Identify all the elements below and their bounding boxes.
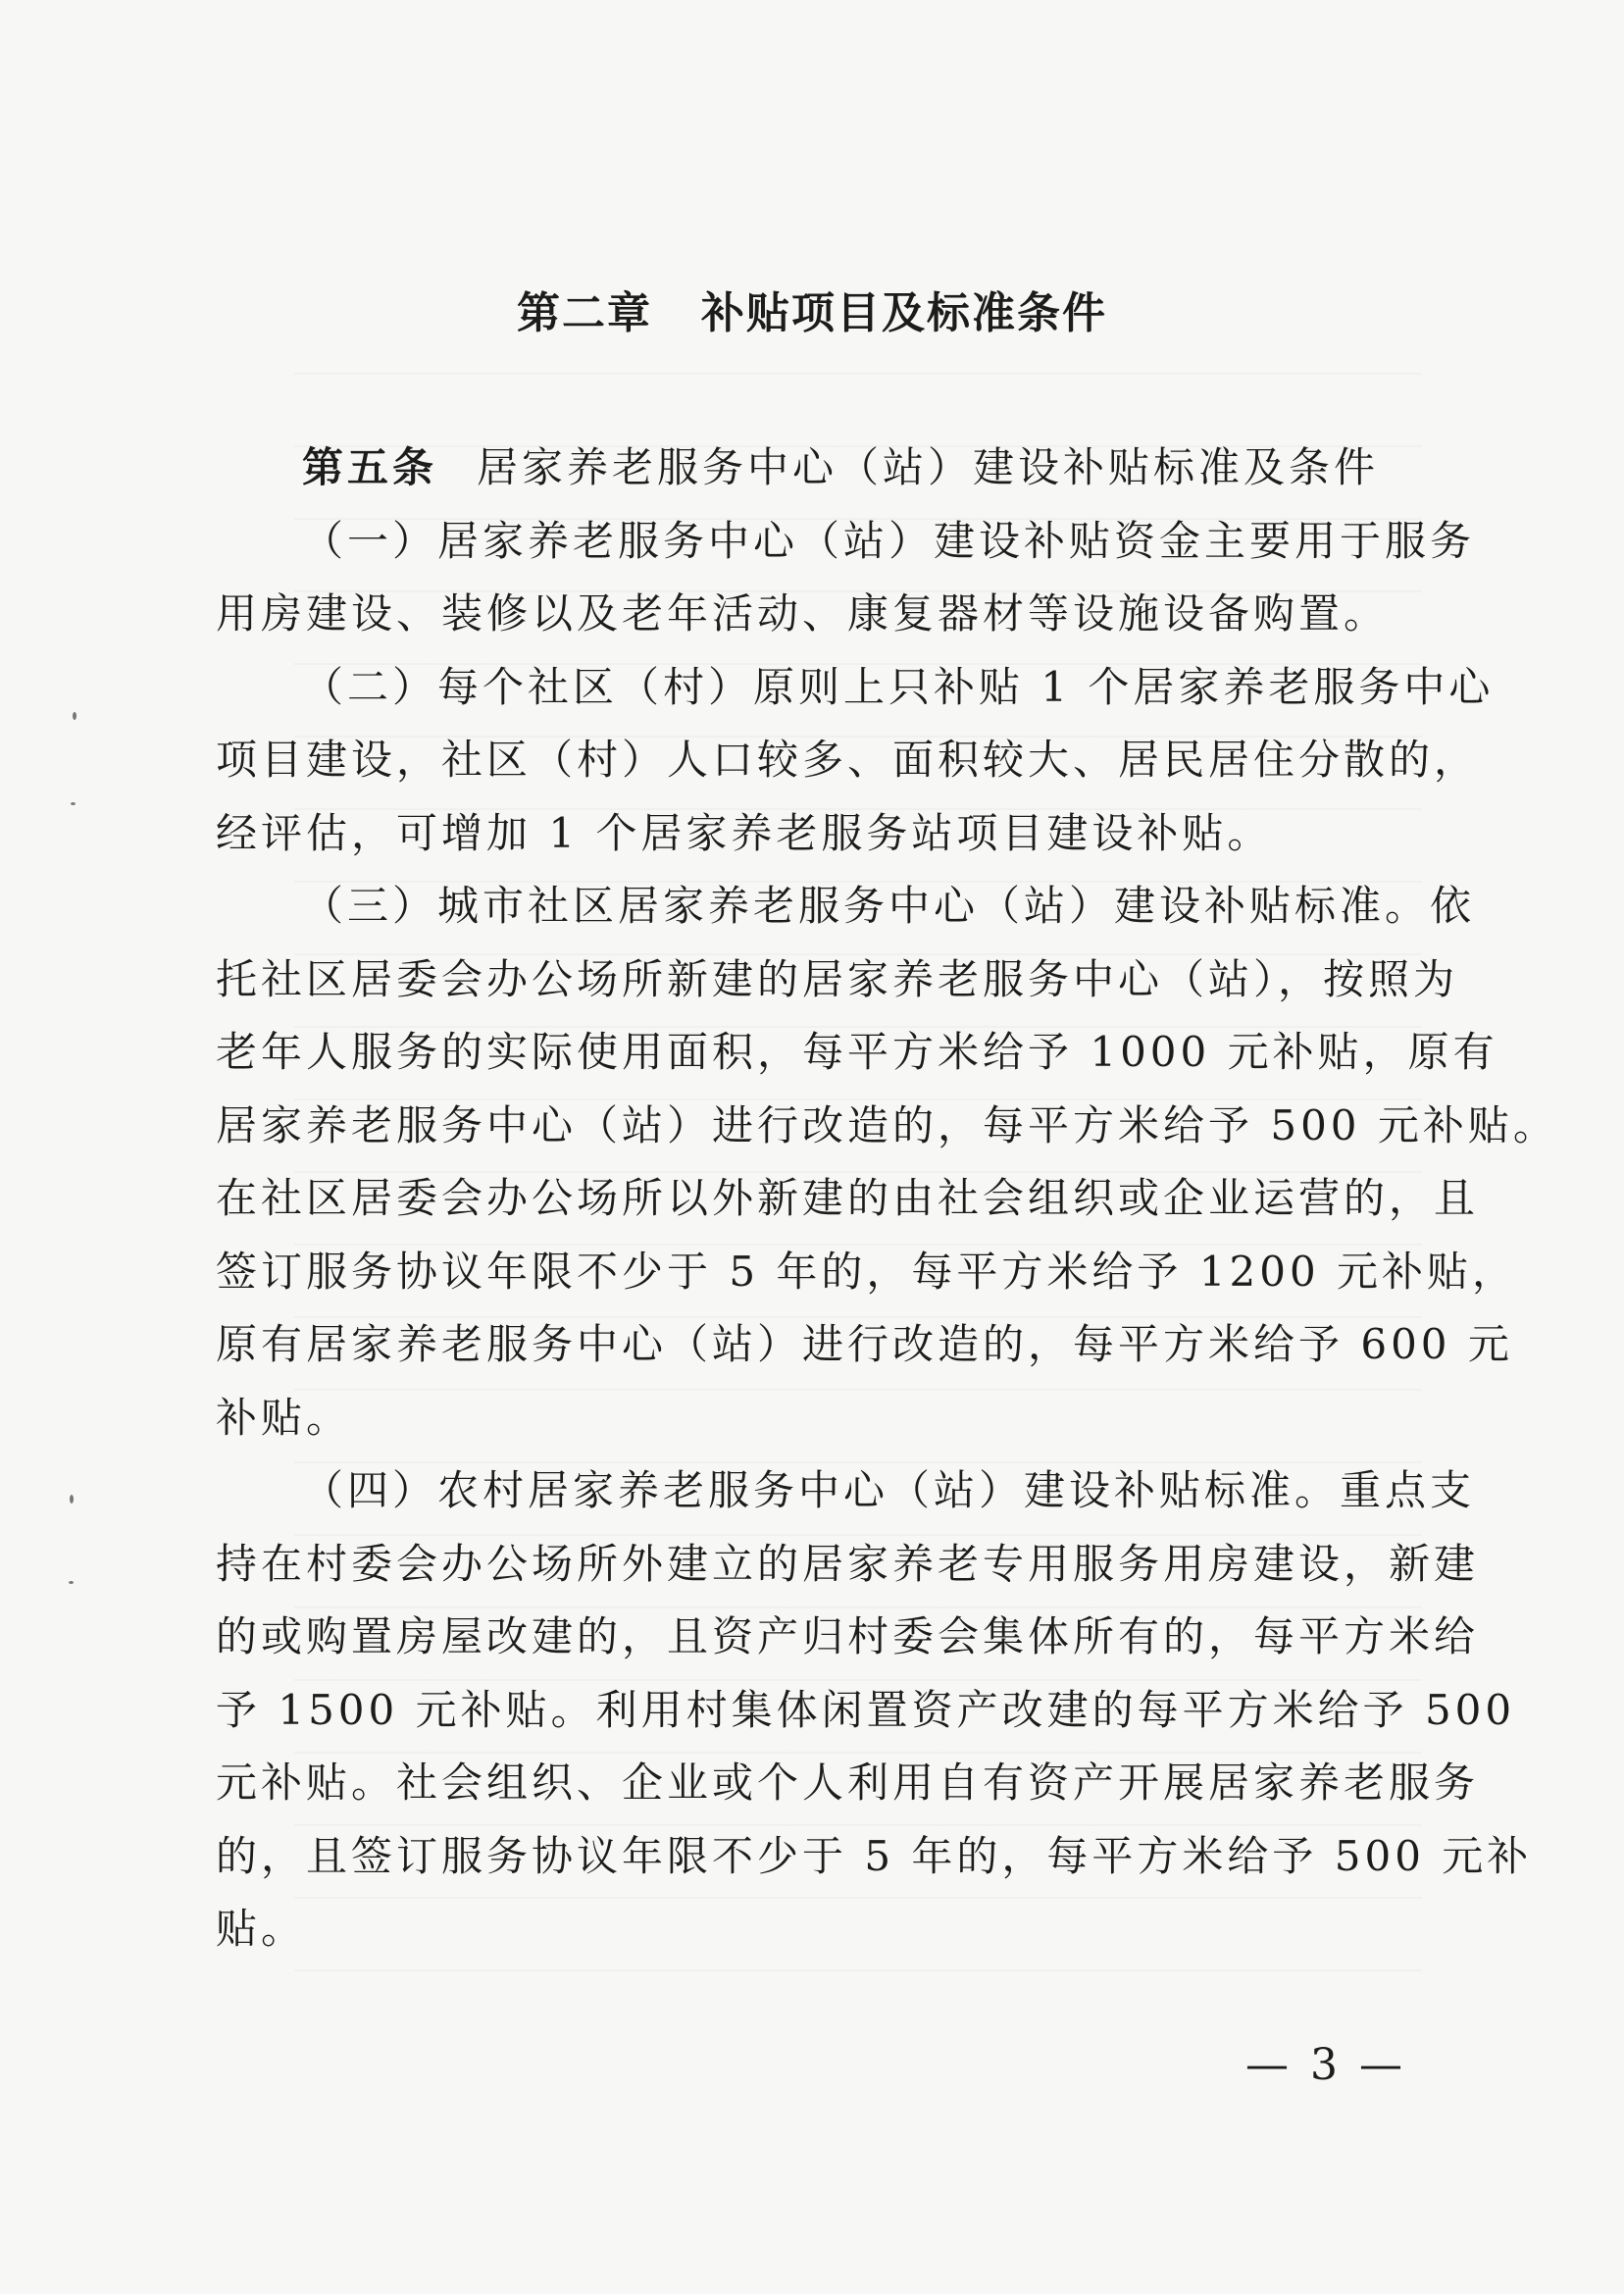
paragraph-line: 经评估，可增加 1 个居家养老服务站项目建设补贴。 bbox=[216, 808, 1273, 857]
page-number: — 3 — bbox=[1245, 2040, 1406, 2090]
scan-speck bbox=[69, 1581, 74, 1584]
paragraph-line: 贴。 bbox=[216, 1905, 307, 1953]
paragraph-line: 在社区居委会办公场所以外新建的由社会组织或企业运营的，且 bbox=[216, 1174, 1480, 1222]
chapter-title: 补贴项目及标准条件 bbox=[701, 288, 1107, 338]
article-heading bbox=[216, 432, 1412, 505]
article-title: 居家养老服务中心（站）建设补贴标准及条件 bbox=[477, 443, 1380, 491]
scan-speck bbox=[73, 712, 76, 720]
paragraph-line: 的或购置房屋改建的，且资产归村委会集体所有的，每平方米给 bbox=[216, 1612, 1480, 1660]
chapter-number: 第二章 bbox=[517, 288, 652, 338]
paragraph-line: 用房建设、装修以及老年活动、康复器材等设施设备购置。 bbox=[216, 589, 1390, 637]
paragraph-line: （三）城市社区居家养老服务中心（站）建设补贴标准。依 bbox=[302, 882, 1476, 930]
scan-speck bbox=[71, 802, 76, 805]
paragraph-line: 老年人服务的实际使用面积，每平方米给予 1000 元补贴，原有 bbox=[216, 1028, 1498, 1076]
paragraph-line: 托社区居委会办公场所新建的居家养老服务中心（站），按照为 bbox=[216, 954, 1459, 1003]
paragraph-line: 的，且签订服务协议年限不少于 5 年的，每平方米给予 500 元补 bbox=[216, 1831, 1533, 1880]
paragraph-line: （一）居家养老服务中心（站）建设补贴资金主要用于服务 bbox=[302, 516, 1476, 565]
paragraph-line: 居家养老服务中心（站）进行改造的，每平方米给予 500 元补贴。 bbox=[216, 1100, 1558, 1149]
scan-speck bbox=[70, 1495, 74, 1504]
paragraph-line: （四）农村居家养老服务中心（站）建设补贴标准。重点支 bbox=[302, 1466, 1476, 1514]
paragraph-line: 补贴。 bbox=[216, 1393, 352, 1442]
paragraph-line: 项目建设，社区（村）人口较多、面积较大、居民居住分散的， bbox=[216, 736, 1480, 784]
paragraph-line: 签订服务协议年限不少于 5 年的，每平方米给予 1200 元补贴， bbox=[216, 1247, 1518, 1296]
article-number: 第五条 bbox=[302, 443, 438, 491]
paragraph-line: （二）每个社区（村）原则上只补贴 1 个居家养老服务中心 bbox=[302, 662, 1495, 711]
document-body bbox=[216, 432, 1558, 1966]
paragraph-line: 元补贴。社会组织、企业或个人利用自有资产开展居家养老服务 bbox=[216, 1759, 1480, 1807]
paragraph-line: 原有居家养老服务中心（站）进行改造的，每平方米给予 600 元 bbox=[216, 1320, 1513, 1368]
chapter-heading bbox=[0, 286, 1624, 341]
paragraph-line: 持在村委会办公场所外建立的居家养老专用服务用房建设，新建 bbox=[216, 1539, 1480, 1588]
paragraph-line: 予 1500 元补贴。利用村集体闲置资产改建的每平方米给予 500 bbox=[216, 1685, 1516, 1734]
